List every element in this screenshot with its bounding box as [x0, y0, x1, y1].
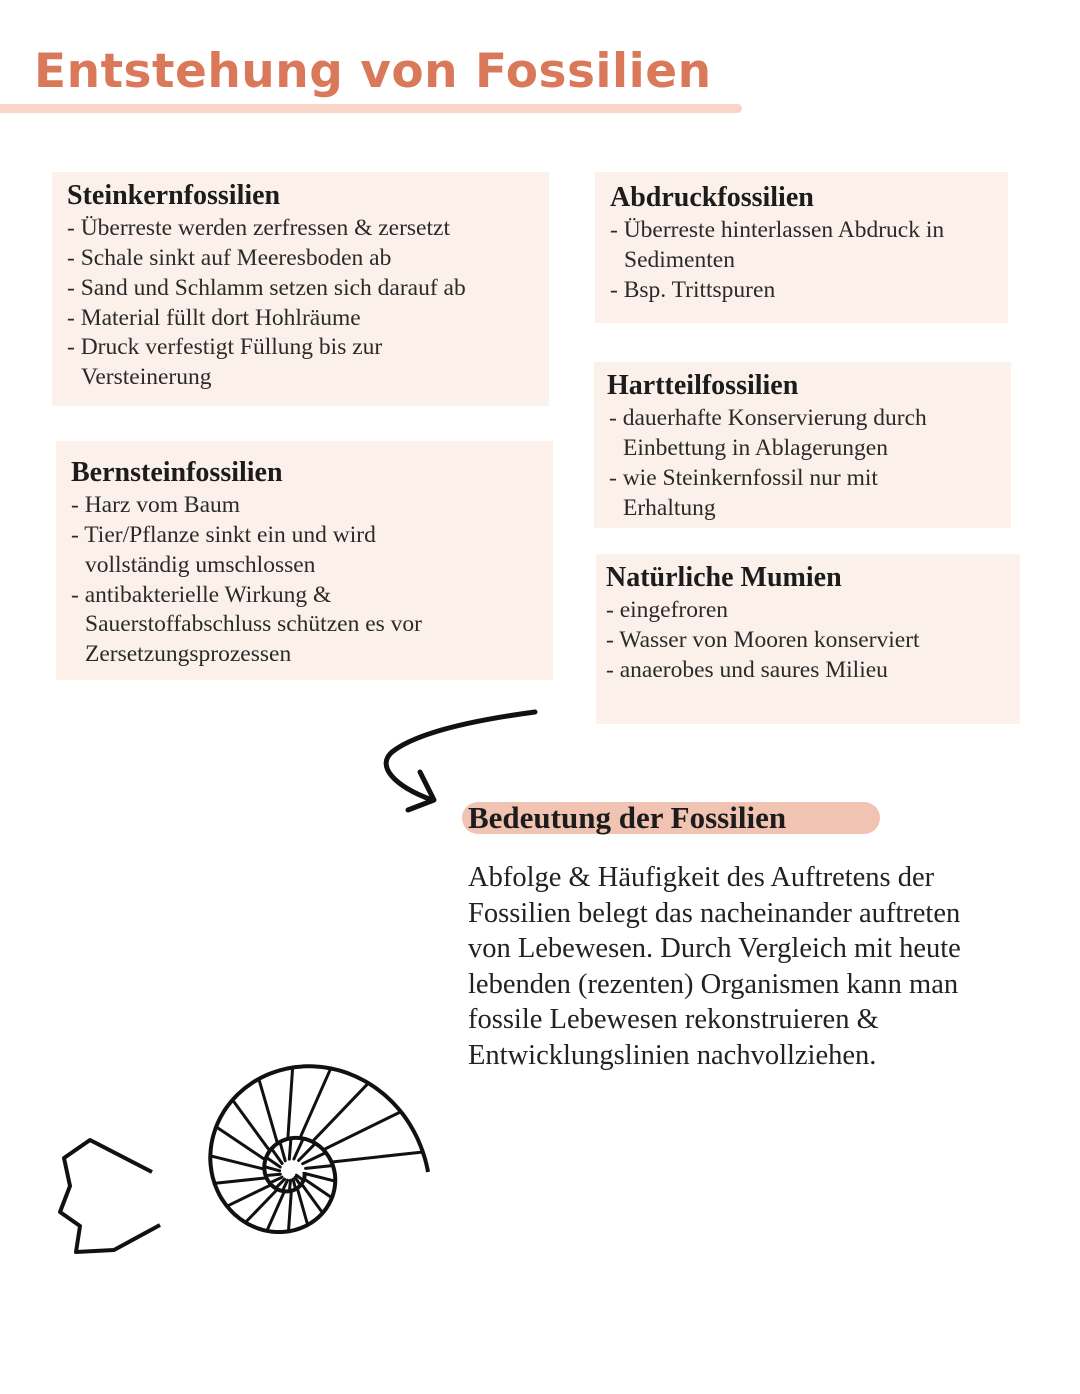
paragraph-line: Abfolge & Häufigkeit des Auftretens der	[468, 862, 935, 893]
shell-rib	[259, 1081, 276, 1141]
shell-aperture	[60, 1140, 160, 1252]
paragraph-line: lebenden (rezenten) Organismen kann man	[468, 968, 959, 1000]
box-natuerliche-mumien	[596, 554, 1020, 724]
list-item-line: wie Steinkernfossil nur mit	[622, 464, 878, 491]
paragraph-line: von Lebewesen. Durch Vergleich mit heute	[468, 933, 961, 965]
box-heading: Abdruckfossilien	[610, 182, 814, 213]
list-item: - Bsp. Trittspuren	[610, 276, 994, 306]
paragraph-line: Fossilien belegt das nacheinander auftreten	[468, 897, 961, 929]
list-item-line: Tier/Pflanze sinkt ein und wird	[84, 521, 376, 548]
bullet-list	[67, 214, 535, 393]
shell-rib	[290, 1180, 291, 1189]
list-item	[71, 581, 539, 670]
list-item-line: dauerhafte Konservierung durch	[622, 405, 927, 432]
box-heading: Steinkernfossilien	[67, 180, 281, 211]
list-item-line: Erhaltung	[623, 494, 716, 521]
list-item-line: Druck verfestigt Füllung bis zur	[80, 334, 383, 361]
box-bernsteinfossilien	[56, 441, 553, 680]
list-item-line: Einbettung in Ablagerungen	[623, 434, 888, 461]
list-item	[609, 464, 997, 524]
bullet-list	[609, 404, 997, 523]
shell-rib	[293, 1179, 295, 1187]
shell-rib	[268, 1174, 281, 1175]
paragraph-line: Entwicklungslinien nachvollziehen.	[468, 1039, 877, 1071]
shell-rib	[281, 1144, 286, 1161]
list-item-line: Sauerstoffabschluss schützen es vor	[85, 611, 422, 638]
shell-rib	[307, 1174, 334, 1181]
box-abdruckfossilien	[595, 172, 1008, 323]
bullet-list	[610, 216, 994, 305]
list-item: - eingefroren	[606, 596, 1006, 626]
box-hartteilfossilien	[594, 362, 1011, 528]
shell-rib	[306, 1166, 331, 1169]
list-item: - Harz vom Baum	[71, 491, 539, 521]
list-item: - Wasser von Mooren konserviert	[606, 626, 1006, 656]
section-heading-bedeutung: Bedeutung der Fossilien	[468, 800, 787, 835]
box-heading: Natürliche Mumien	[606, 562, 842, 593]
list-item-line: antibakterielle Wirkung &	[84, 581, 332, 608]
title-underline	[0, 104, 742, 113]
box-heading: Hartteilfossilien	[607, 370, 799, 401]
shell-rib	[266, 1167, 279, 1171]
list-item: - anaerobes und saures Milieu	[606, 656, 1006, 686]
bedeutung-paragraph	[468, 860, 1028, 1074]
box-steinkernfossilien	[52, 172, 549, 406]
list-item: - Schale sinkt auf Meeresboden ab	[67, 244, 535, 274]
list-item	[71, 521, 539, 581]
bullet-list	[71, 491, 539, 670]
list-item-line: Sedimenten	[624, 246, 735, 273]
list-item	[67, 333, 535, 393]
list-item-line: Versteinerung	[81, 364, 212, 391]
list-item: - Überreste werden zerfressen & zersetzt	[67, 214, 535, 244]
shell-rib	[334, 1152, 421, 1162]
shell-rib	[289, 1193, 292, 1229]
paragraph-line: fossile Lebewesen rekonstruieren &	[468, 1004, 879, 1036]
shell-rib	[288, 1070, 293, 1137]
shell-rib	[298, 1190, 307, 1223]
shell-rib	[212, 1156, 262, 1168]
page-title: Entstehung von Fossilien	[34, 44, 712, 99]
list-item-line: Zersetzungsprozessen	[85, 641, 292, 668]
shell-rib	[217, 1178, 265, 1183]
ammonite-shell-icon	[50, 990, 480, 1340]
list-item-line: vollständig umschlossen	[85, 551, 316, 578]
bullet-list	[606, 596, 1006, 685]
list-item	[610, 216, 994, 276]
box-heading: Bernsteinfossilien	[71, 457, 283, 488]
list-item: - Material füllt dort Hohlräume	[67, 304, 535, 334]
list-item-line: Überreste hinterlassen Abdruck in	[623, 217, 945, 244]
list-item	[609, 404, 997, 464]
shell-rib	[289, 1140, 291, 1159]
list-item: - Sand und Schlamm setzen sich darauf ab	[67, 274, 535, 304]
